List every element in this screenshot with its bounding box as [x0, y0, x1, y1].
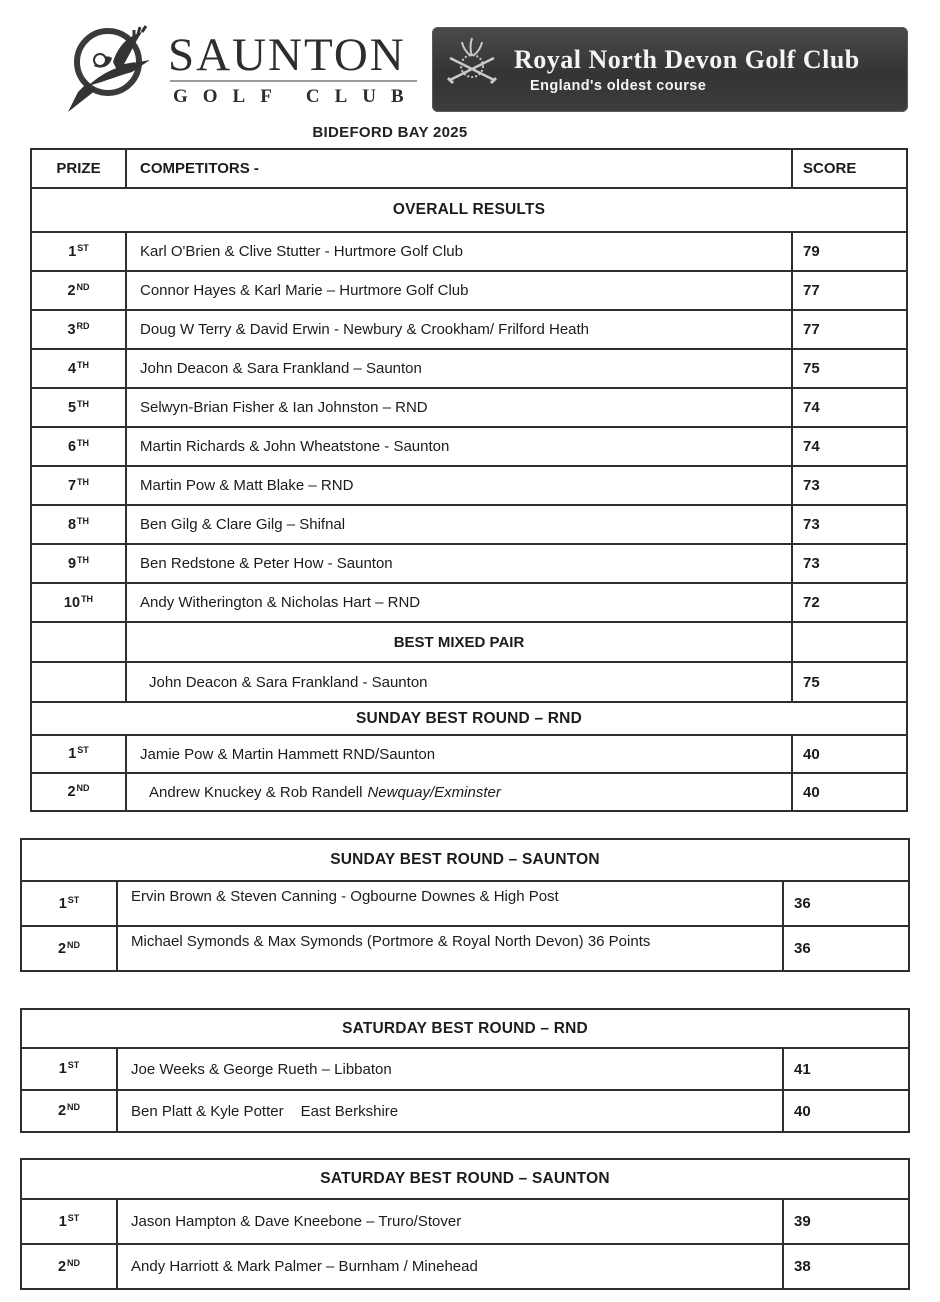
table-row [32, 734, 906, 772]
prize-cell-empty [32, 663, 127, 701]
prize-cell: 2 ND [32, 774, 127, 810]
prize-cell: 10 TH [32, 584, 127, 621]
competitor-cell: Andrew Knuckey & Rob Randell Newquay/Exminster [127, 774, 793, 810]
rnd-banner-title: Royal North Devon Golf Club [514, 45, 860, 74]
table-row [32, 582, 906, 621]
prize-column-header: PRIZE [32, 150, 127, 187]
table-row [32, 387, 906, 426]
table-row [32, 270, 906, 309]
table-row [32, 348, 906, 387]
sunday-saunton-table [20, 838, 910, 972]
saunton-logo-subtitle: GOLF CLUB [173, 85, 419, 107]
rnd-banner-text [514, 45, 860, 94]
score-cell: 74 [803, 438, 820, 455]
competitor-cell: Connor Hayes & Karl Marie – Hurtmore Golf Club [127, 272, 793, 309]
prize-cell: 2 ND [22, 1091, 118, 1131]
competitor-cell: Jason Hampton & Dave Kneebone – Truro/Stover [118, 1200, 784, 1243]
score-cell: 38 [794, 1258, 811, 1275]
prize-cell-empty [32, 623, 127, 661]
score-cell: 75 [803, 673, 820, 691]
prize-cell: 1 ST [22, 882, 118, 925]
saturday-rnd-table [20, 1008, 910, 1133]
table-row [22, 880, 908, 925]
section-header-row [32, 187, 906, 231]
prize-cell: 9 TH [32, 545, 127, 582]
competitor-cell: Jamie Pow & Martin Hammett RND/Saunton [127, 736, 793, 772]
page-title: BIDEFORD BAY 2025 [312, 124, 468, 141]
section-title-overall-results: OVERALL RESULTS [392, 201, 546, 218]
saunton-logo-text [168, 28, 419, 108]
score-cell: 36 [794, 940, 811, 957]
prize-cell: 1 ST [22, 1049, 118, 1089]
prize-cell: 1 ST [22, 1200, 118, 1243]
rnd-banner-subtitle: England's oldest course [530, 78, 707, 94]
prize-cell: 2 ND [22, 927, 118, 970]
section-title-sunday-rnd: SUNDAY BEST ROUND – RND [356, 709, 582, 727]
score-cell: 41 [794, 1060, 811, 1078]
saunton-golf-club-logo [58, 20, 419, 119]
section-title-sunday-saunton: SUNDAY BEST ROUND – SAUNTON [330, 851, 600, 868]
table-row [32, 504, 906, 543]
prize-cell: 8 TH [32, 506, 127, 543]
competitor-cell: Andy Witherington & Nicholas Hart – RND [127, 584, 793, 621]
overall-results-table [30, 148, 908, 812]
score-cell-empty [793, 623, 906, 661]
competitor-cell: Martin Richards & John Wheatstone - Saunton [127, 428, 793, 465]
competitor-cell: Doug W Terry & David Erwin - Newbury & Crookham/ Frilford Heath [127, 311, 793, 348]
section-title-best-mixed-pair: BEST MIXED PAIR [127, 623, 793, 661]
competitor-cell: Ben Gilg & Clare Gilg – Shifnal [127, 506, 793, 543]
prize-cell: 5 TH [32, 389, 127, 426]
score-cell: 75 [803, 360, 820, 377]
competitor-cell: Selwyn-Brian Fisher & Ian Johnston – RND [127, 389, 793, 426]
table-row [22, 1089, 908, 1131]
score-cell: 36 [794, 895, 811, 912]
table-header-row [32, 150, 906, 187]
table-row [32, 465, 906, 504]
saturday-saunton-table [20, 1158, 910, 1290]
table-row [32, 231, 906, 270]
section-title-saturday-rnd: SATURDAY BEST ROUND – RND [342, 1019, 588, 1037]
prize-cell: 1 ST [32, 736, 127, 772]
score-cell: 73 [803, 477, 820, 494]
competitor-cell: Ben Platt & Kyle Potter East Berkshire [118, 1091, 784, 1131]
competitor-cell: Ervin Brown & Steven Canning - Ogbourne Downes & High Post [118, 882, 784, 925]
competitor-club-italic: Newquay/Exminster [367, 783, 501, 801]
score-cell: 39 [794, 1213, 811, 1230]
score-cell: 73 [803, 516, 820, 533]
table-row [22, 1198, 908, 1243]
score-column-header: SCORE [803, 160, 857, 177]
competitor-cell: Karl O'Brien & Clive Stutter - Hurtmore Golf Club [127, 233, 793, 270]
section-title-saturday-saunton: SATURDAY BEST ROUND – SAUNTON [320, 1170, 610, 1187]
section-header-row [32, 621, 906, 661]
competitor-club: East Berkshire [300, 1102, 399, 1120]
score-cell: 74 [803, 399, 820, 416]
table-row [22, 925, 908, 970]
section-header-row [32, 701, 906, 734]
table-row [32, 543, 906, 582]
section-header-row [22, 1010, 908, 1047]
score-cell: 40 [794, 1102, 811, 1120]
competitor-cell: Michael Symonds & Max Symonds (Portmore & Royal North Devon) 36 Points [118, 927, 784, 970]
score-cell: 77 [803, 321, 820, 338]
competitor-cell: Martin Pow & Matt Blake – RND [127, 467, 793, 504]
competitor-cell: Ben Redstone & Peter How - Saunton [127, 545, 793, 582]
prize-cell: 1 ST [32, 233, 127, 270]
saunton-logo-name: SAUNTON [168, 28, 406, 81]
score-cell: 40 [803, 745, 820, 763]
score-cell: 77 [803, 282, 820, 299]
saunton-bird-icon [58, 20, 158, 119]
prize-cell: 3 RD [32, 311, 127, 348]
prize-cell: 4 TH [32, 350, 127, 387]
table-row [32, 772, 906, 810]
prize-cell: 7 TH [32, 467, 127, 504]
table-row [22, 1243, 908, 1288]
royal-north-devon-banner [432, 27, 908, 112]
section-header-row [22, 1160, 908, 1198]
table-row [22, 1047, 908, 1089]
table-row [32, 426, 906, 465]
table-row [32, 661, 906, 701]
competitors-column-header: COMPETITORS - [127, 150, 793, 187]
competitor-cell: Andy Harriott & Mark Palmer – Burnham / Minehead [118, 1245, 784, 1288]
score-cell: 73 [803, 555, 820, 572]
rnd-crest-icon [444, 34, 500, 105]
competitor-cell: John Deacon & Sara Frankland - Saunton [127, 663, 793, 701]
score-cell: 40 [803, 783, 820, 801]
competitor-cell: Joe Weeks & George Rueth – Libbaton [118, 1049, 784, 1089]
competitor-cell: John Deacon & Sara Frankland – Saunton [127, 350, 793, 387]
prize-cell: 2 ND [22, 1245, 118, 1288]
prize-cell: 6 TH [32, 428, 127, 465]
score-cell: 79 [803, 243, 820, 260]
table-row [32, 309, 906, 348]
score-cell: 72 [803, 594, 820, 611]
section-header-row [22, 840, 908, 880]
prize-cell: 2 ND [32, 272, 127, 309]
